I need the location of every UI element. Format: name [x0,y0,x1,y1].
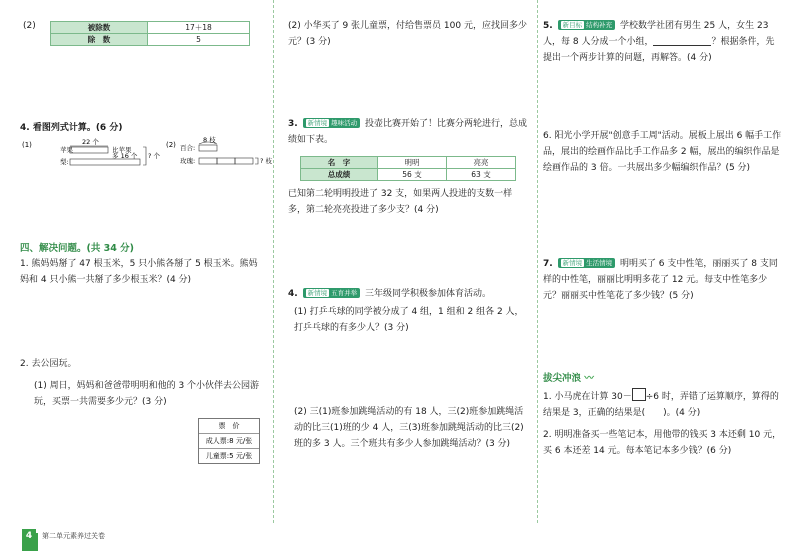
score-table-header-name: 名 字 [301,157,378,169]
q4-fig2-row2: 玫瑰: [180,157,196,165]
footer [0,523,800,551]
score-table-header-liangliang: 亮亮 [446,157,515,169]
problem-1: 1. 熊妈妈掰了 47 根玉米，5 只小熊各掰了 5 根玉米。熊妈妈和 4 只小熊一共掰了多少根玉米？(4 分) [20,259,258,285]
score-table-mingming-score: 56 支 [377,169,446,181]
child-ticket-price: 儿童票:5 元/张 [199,448,259,463]
problem-4-tag-kind: 新情境 [307,289,328,297]
ticket-price-box [198,418,260,464]
problem-5-text-b: ？根据条件，先提出一个两步计算的问题，再解答。(4 分) [543,37,775,63]
problem-3-question: 已知第二轮明明投进了 32 支，如果两人投进的支数一样多，第二轮亮亮投进了多少支？(4 分) [288,189,513,215]
problem-3-num: 3. [288,119,298,129]
problem-4-tag-label: 五育并举 [331,289,358,297]
ticket-price-title: 票 价 [218,422,240,430]
challenge-1-text-b: ÷6 时，弄错了运算顺序，算得的结果是 3，正确的结果是( )。(4 分) [543,392,779,418]
q4-fig1-top: 22 个 [82,138,99,146]
footer-title: 第二单元素养过关卷 [42,532,105,540]
score-table-liangliang-score: 63 支 [446,169,515,181]
problem-7-num: 7. [543,259,553,269]
top-challenge-title [543,370,594,384]
problem-7-tag-label: 生活情境 [586,259,613,267]
problem-4-part-2: (2) 三(1)班参加跳绳活动的有 18 人，三(2)班参加跳绳活动的比三(1)班的少 4 人，三(3)班参加跳绳活动的比三(2)班的多 3 人。三个班共有多少人参加跳绳活动？(3 分) [294,407,524,449]
problem-4-part-1: (1) 打乒乓球的同学被分成了 4 组，1 组和 2 组各 2 人，打乒乓球的有多少人？(3 分) [294,307,524,333]
problem-5-tag-kind: 新目标 [562,21,583,29]
problem-5 [543,18,783,66]
column-divider-1 [273,0,274,523]
problem-5-tag [558,20,616,30]
problem-7-text: 明明买了 6 支中性笔，丽丽买了 8 支同样的中性笔，丽丽比明明多花了 12 元。每支中性笔多少元？丽丽买中性笔花了多少钱？(5 分) [543,259,778,301]
q2-table-label-1: 被除数 [51,22,148,34]
q4-fig2-num: (2) [166,141,176,149]
problem-3-tag-label: 趣味活动 [331,119,358,127]
problem-5-tag-label: 结构补充 [586,21,613,29]
problem-4 [288,286,528,302]
wave-icon: 〰 [584,373,594,384]
problem-4-num: 4. [288,289,298,299]
q4-fig1-row1b: 比苹果 [112,146,132,154]
top-challenge-label: 拔尖冲浪 [543,373,582,384]
q2-table-label-2: 除 数 [51,34,148,46]
q4-figures [20,136,273,170]
score-table-header-mingming: 明明 [377,157,446,169]
q4-fig2-q: ? 枝 [260,157,273,165]
q4-fig1-num: (1) [22,141,32,149]
problem-3-tag [303,118,361,128]
q4-fig2-row1: 百合: [180,144,196,152]
q2-label: (2) [23,21,36,31]
problem-5-blank [653,35,711,46]
problem-7 [543,256,783,304]
challenge-2: 2. 明明准备买一些笔记本，用他带的钱买 3 本还剩 10 元，买 6 本还差 14 元。每本笔记本多少钱？(6 分) [543,430,782,456]
score-table-row-label: 总成绩 [301,169,378,181]
page-number: 4 [22,529,36,543]
problem-3-text: 投壶比赛开始了！比赛分两轮进行，总成绩如下表。 [288,119,527,145]
problem-2-title: 2. 去公园玩。 [20,359,77,369]
problem-2-part-2: (2) 小华买了 9 张儿童票，付给售票员 100 元，应找回多少元？(3 分) [288,21,527,47]
problem-5-text-a: 学校数学社团有男生 25 人，女生 23 人，每 8 人分成一个小组， [543,21,769,47]
problem-6: 6. 阳光小学开展"创意手工周"活动。展板上展出 6 幅手工作品，展出的绘画作品比手工作品多 2 幅，展出的编织作品是绘画作品的 3 倍。一共展出多少幅编织作品？(5 分) [543,131,782,173]
problem-2-part-1: (1) 周日，妈妈和爸爸带明明和他的 3 个小伙伴去公园游玩，买票一共需要多少元？(3 分) [34,381,260,407]
q4-fig1-row2b: 多 16 个 [112,152,138,160]
problem-7-tag-kind: 新情境 [562,259,583,267]
problem-5-num: 5. [543,21,553,31]
q2-table-value-1: 17＋18 [148,22,250,34]
problem-3 [288,116,528,148]
q2-table [50,21,250,46]
problem-7-tag [558,258,616,268]
q4-fig1-row2: 梨: [60,158,69,166]
q4-title: 4. 看图列式计算。(6 分) [20,123,123,133]
answer-box[interactable] [632,388,646,401]
challenge-1-text-a: 1. 小马虎在计算 30－ [543,392,632,402]
column-divider-2 [537,0,538,523]
challenge-1 [543,388,783,421]
problem-4-text: 三年级同学积极参加体育活动。 [364,289,491,299]
q2-table-value-2: 5 [148,34,250,46]
q4-fig2-top: 8 枝 [203,136,216,144]
score-table [300,156,516,181]
q4-fig1-row1: 苹果 [60,146,73,154]
problem-4-tag [303,288,361,298]
section-4-title: 四、解决问题。(共 34 分) [20,243,135,254]
adult-ticket-price: 成人票:8 元/张 [199,433,259,448]
problem-3-tag-kind: 新情境 [307,119,328,127]
q4-fig1-q: ? 个 [148,152,161,160]
